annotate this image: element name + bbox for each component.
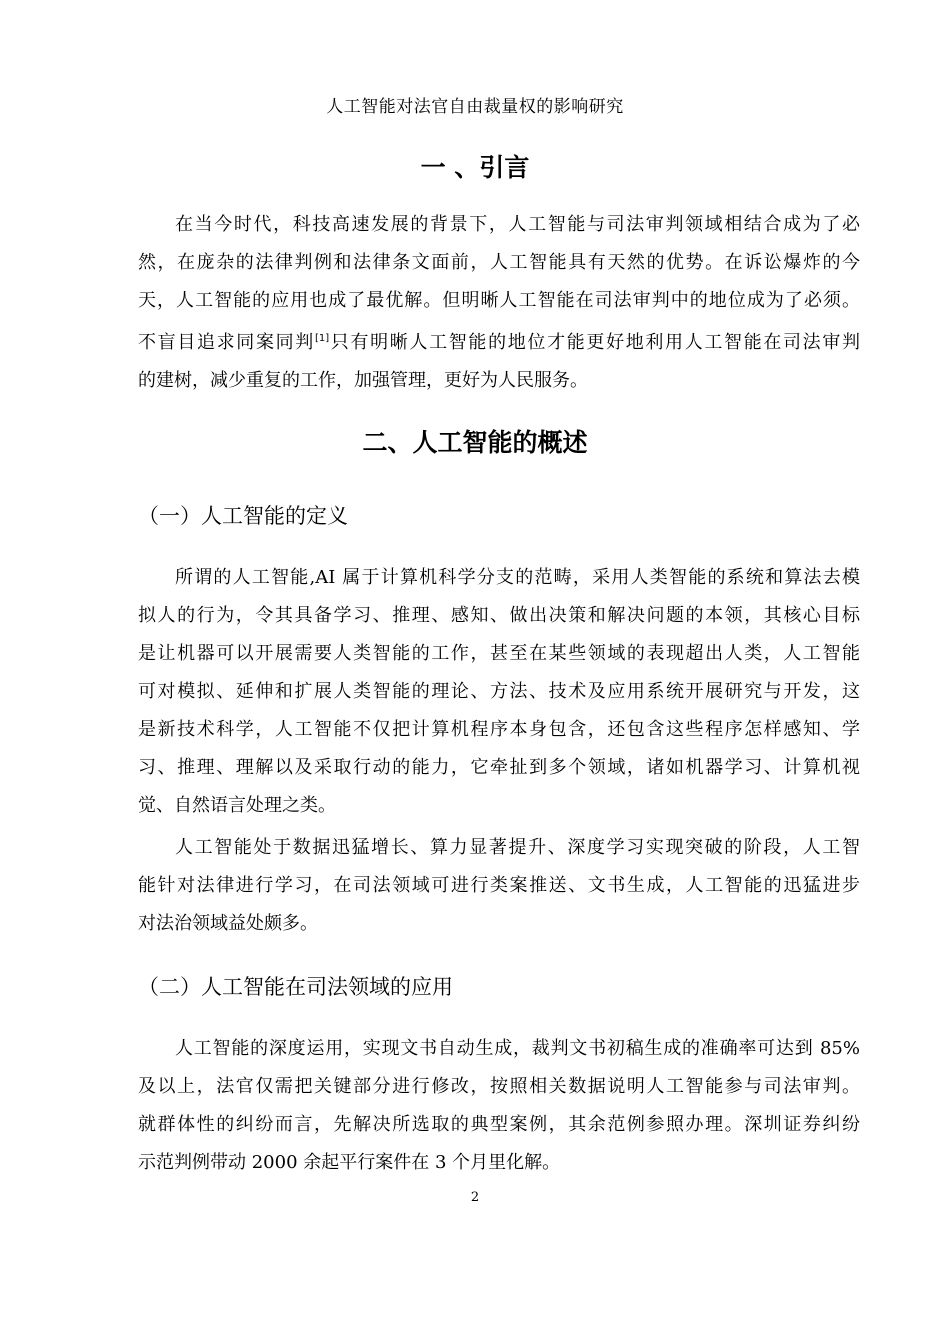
- paragraph-line: 可对模拟、延伸和扩展人类智能的理论、方法、技术及应用系统开展研究与开发，这: [138, 681, 860, 702]
- paragraph-line: 对法治领域益处颇多。: [138, 913, 318, 934]
- paragraph-line: 拟人的行为，令其具备学习、推理、感知、做出决策和解决问题的本领，其核心目标: [138, 605, 860, 626]
- paragraph-line: 的建树，减少重复的工作，加强管理，更好为人民服务。: [138, 370, 588, 391]
- paragraph-line: 人工智能的深度运用，实现文书自动生成，裁判文书初稿生成的准确率可达到 85%: [175, 1038, 860, 1059]
- paragraph-text: 只有明晰人工智能的地位才能更好地利用人工智能在司法审判: [329, 332, 861, 353]
- subsection-heading-ai-definition: （一）人工智能的定义: [138, 504, 348, 528]
- paragraph-line: 人工智能处于数据迅猛增长、算力显著提升、深度学习实现突破的阶段，人工智: [175, 837, 860, 858]
- paragraph-line-with-citation: [138, 320, 860, 362]
- section-heading-ai-overview: 二、人工智能的概述: [362, 428, 588, 457]
- paragraph-line: 示范判例带动 2000 余起平行案件在 3 个月里化解。: [138, 1152, 561, 1173]
- paragraph-line: 是让机器可以开展需要人类智能的工作，甚至在某些领域的表现超出人类，人工智能: [138, 643, 860, 664]
- paragraph-text: 不盲目追求同案同判: [138, 332, 315, 353]
- paragraph-ai-judicial-application: [138, 1030, 860, 1182]
- paragraph-line: 能针对法律进行学习，在司法领域可进行类案推送、文书生成，人工智能的迅猛进步: [138, 875, 860, 896]
- paragraph-line: 是新技术科学，人工智能不仅把计算机程序本身包含，还包含这些程序怎样感知、学: [138, 719, 860, 740]
- paragraph-line: 天，人工智能的应用也成了最优解。但明晰人工智能在司法审判中的地位成为了必须。: [138, 290, 860, 311]
- paragraph-line: 在当今时代，科技高速发展的背景下，人工智能与司法审判领域相结合成为了必: [175, 214, 860, 235]
- paragraph-ai-definition: [138, 559, 860, 825]
- paragraph-line: 就群体性的纠纷而言，先解决所选取的典型案例，其余范例参照办理。深圳证券纠纷: [138, 1114, 860, 1135]
- paragraph-line: 所谓的人工智能,AI 属于计算机科学分支的范畴，采用人类智能的系统和算法去模: [175, 567, 860, 588]
- page-number: 2: [470, 1190, 480, 1205]
- paragraph-line: 习、推理、理解以及采取行动的能力，它牵扯到多个领域，诸如机器学习、计算机视: [138, 757, 860, 778]
- paragraph-line: 然，在庞杂的法律判例和法律条文面前，人工智能具有天然的优势。在诉讼爆炸的今: [138, 252, 860, 273]
- citation-marker: [1]: [314, 333, 330, 344]
- paragraph-introduction: [138, 206, 860, 400]
- subsection-heading-ai-judicial-application: （二）人工智能在司法领域的应用: [138, 975, 453, 999]
- running-header: 人工智能对法官自由裁量权的影响研究: [326, 97, 624, 117]
- paragraph-line: 及以上，法官仅需把关键部分进行修改，按照相关数据说明人工智能参与司法审判。: [138, 1076, 860, 1097]
- section-heading-introduction: 一 、引言: [420, 153, 530, 182]
- paragraph-line: 觉、自然语言处理之类。: [138, 795, 336, 816]
- paragraph-ai-development: [138, 829, 860, 943]
